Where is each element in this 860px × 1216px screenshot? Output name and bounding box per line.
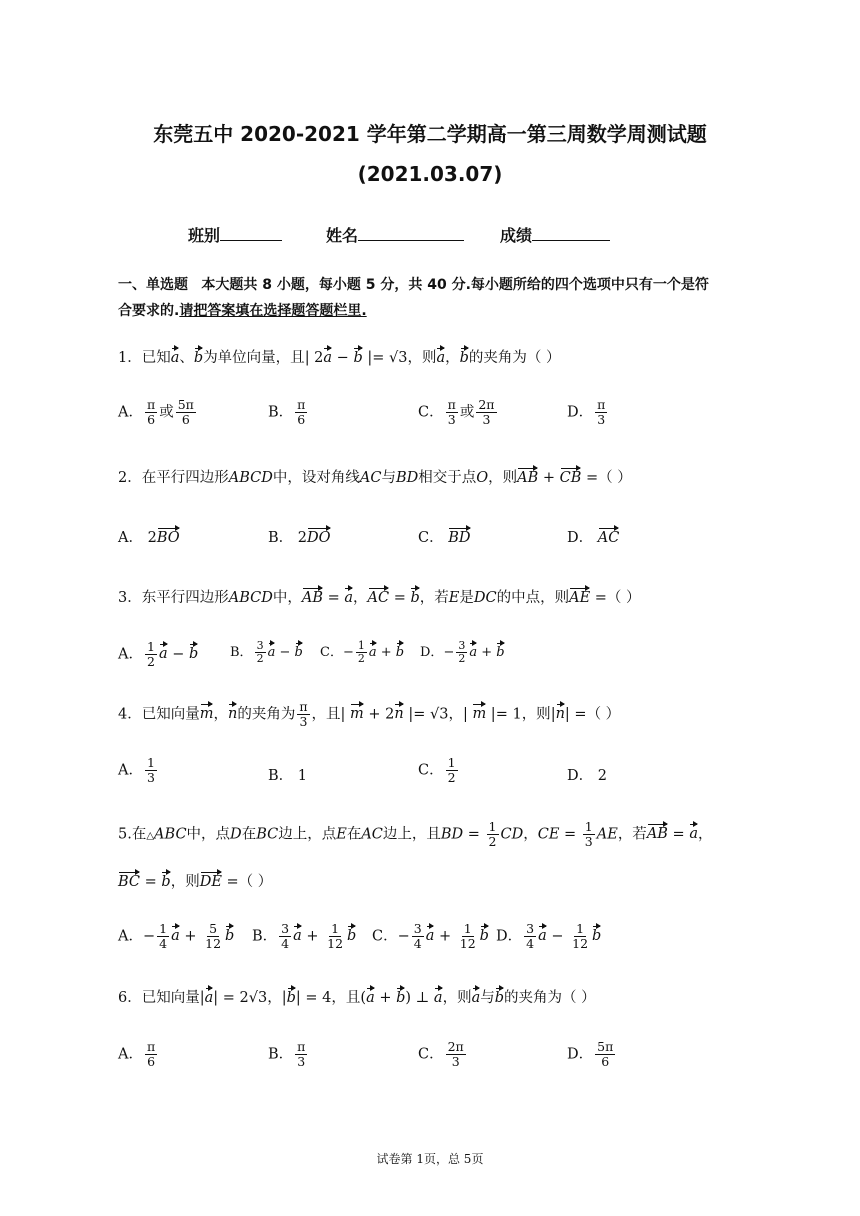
coef: 2 xyxy=(147,530,157,546)
question-1: 1．已知a、b为单位向量，且| 2a − b |= √3，则a，b的夹角为（ ） xyxy=(118,346,561,367)
q3-text3: ，若 xyxy=(419,590,449,606)
q4-option-b[interactable] xyxy=(268,764,307,785)
q6-number: 6． xyxy=(118,990,142,1006)
exam-date: (2021.03.07) xyxy=(357,162,503,186)
q5-option-d[interactable]: D． $\frac{3}{4}$ a − $\frac{1}{12}$ b xyxy=(496,921,602,951)
q2-bd: BD xyxy=(395,470,419,486)
q2-text2: 中，设对角线 xyxy=(272,470,360,486)
q5-option-a[interactable]: A．− $\frac{1}{4}$ a + $\frac{5}{12}$ b xyxy=(118,921,235,951)
q5-text3: 在 xyxy=(241,826,257,843)
q6-text4: 与 xyxy=(480,990,495,1006)
option-label: A． xyxy=(118,928,143,945)
q2-option-b[interactable] xyxy=(268,526,331,547)
q6-tail: 的夹角为（ ） xyxy=(504,990,596,1006)
q1-option-c[interactable]: C． $\frac{\pi}{3}$ 或 $\frac{2\pi}{3}$ xyxy=(418,397,495,427)
option-label: C． xyxy=(372,928,398,945)
q5-text4: 边上，点 xyxy=(278,826,337,843)
q3-dc: DC xyxy=(473,590,497,606)
q6-option-d[interactable]: D． $\frac{5\pi}{6}$ xyxy=(567,1039,614,1069)
option-label: D． xyxy=(420,645,444,661)
q1-text-d: ，则 xyxy=(407,350,437,366)
q3-text4: 是 xyxy=(459,590,474,606)
vector-bo: BO xyxy=(157,527,180,546)
vector-a: a xyxy=(323,347,332,366)
vector-a: a xyxy=(436,347,445,366)
vector-n: n xyxy=(228,703,237,722)
q3-number: 3． xyxy=(118,590,142,606)
q1-text-c: 为单位向量，且 xyxy=(203,350,305,366)
q5-text: 在 xyxy=(131,826,147,843)
q4-option-a[interactable]: A． $\frac{1}{3}$ xyxy=(118,755,155,785)
q2-option-d[interactable] xyxy=(567,526,619,547)
option-label: B． xyxy=(268,768,294,784)
q5-abc: ABC xyxy=(154,826,187,843)
q6-text3: ，则 xyxy=(442,990,472,1006)
option-label: A． xyxy=(118,646,143,663)
option-label: D． xyxy=(567,768,594,784)
q3-option-a[interactable]: A． $\frac{1}{2}$ a − b xyxy=(118,639,199,669)
q6-text2: ，且 xyxy=(331,990,361,1006)
name-label: 姓名 xyxy=(326,226,359,245)
question-6: 6．已知向量|a| = 2√3，|b| = 4，且(a + b) ⊥ a，则a与b的夹角为（ ） xyxy=(118,986,596,1007)
q5-tail: =（ ） xyxy=(226,874,273,890)
option-label: C． xyxy=(418,762,444,779)
q5-option-b[interactable]: B． $\frac{3}{4}$ a + $\frac{1}{12}$ b xyxy=(252,921,357,951)
q2-text4: 相交于点 xyxy=(418,470,477,486)
q2-ac: AC xyxy=(359,470,382,486)
q4-option-d[interactable] xyxy=(567,764,607,785)
q6-option-a[interactable]: A． $\frac{\pi}{6}$ xyxy=(118,1039,156,1069)
q6-option-b[interactable]: B． $\frac{\pi}{3}$ xyxy=(268,1039,306,1069)
q2-text5: ，则 xyxy=(488,470,518,486)
q2-tail: =（ ） xyxy=(585,470,632,486)
option-label: C． xyxy=(418,404,444,421)
q5-text7: ，若 xyxy=(617,826,647,843)
option-label: B． xyxy=(268,404,294,421)
q2-option-c[interactable] xyxy=(418,526,471,547)
page-title: 东莞五中 2020-2021 学年第二学期高一第三周数学周测试题 xyxy=(153,122,707,146)
option-label: D． xyxy=(496,928,523,945)
vector-ab: AB xyxy=(517,467,538,486)
q2-number: 2． xyxy=(118,470,142,486)
q3-option-b[interactable]: B． $\frac{3}{2}$ a − b xyxy=(230,639,303,666)
class-blank xyxy=(220,240,282,241)
q2-text: 在平行四边形 xyxy=(141,470,229,486)
vector-b: b xyxy=(460,347,469,366)
section-desc-1: 本大题共 8 小题，每小题 5 分，共 40 分.每小题所给的四个选项中只有一个是符 xyxy=(201,277,709,293)
q5-bc: BC xyxy=(256,826,279,843)
page-footer: 试卷第 1页，总 5页 xyxy=(376,1152,484,1166)
q1-text-f: 的夹角为（ ） xyxy=(468,350,561,366)
option-label: A． xyxy=(118,1046,143,1063)
q4-text3: 的夹角为 xyxy=(237,706,296,723)
option-label: D． xyxy=(567,404,594,421)
q4-text5: ， xyxy=(448,706,463,723)
q2-text3: 与 xyxy=(381,470,396,486)
q5-text5: 在 xyxy=(346,826,362,843)
question-4: 4．已知向量m，n的夹角为 $\frac{\pi}{3}$ ，且| m + 2n |= √3，| m |= 1，则|n| =（ ） xyxy=(118,699,621,729)
option-label: B． xyxy=(252,928,278,945)
q5-option-c[interactable]: C．− $\frac{3}{4}$ a + $\frac{1}{12}$ b xyxy=(372,921,489,951)
q5-text2: 中，点 xyxy=(186,826,231,843)
or-word: 或 xyxy=(459,404,475,421)
vector-ac: AC xyxy=(368,587,390,606)
vector-ab: AB xyxy=(302,587,323,606)
coef: 2 xyxy=(297,530,307,546)
q4-text6: ，则 xyxy=(521,706,551,723)
score-field xyxy=(500,223,610,246)
vector-ae: AE xyxy=(569,587,590,606)
name-field xyxy=(326,223,464,246)
q3-text5: 的中点，则 xyxy=(496,590,570,606)
option-label: D． xyxy=(567,530,594,546)
q1-text-e: ， xyxy=(445,350,460,366)
q4-text4: ，且 xyxy=(311,706,341,723)
class-label: 班别 xyxy=(188,226,221,245)
vector-b: b xyxy=(353,347,362,366)
class-field xyxy=(188,223,282,246)
option-label: B． xyxy=(268,1046,294,1063)
option-label: C． xyxy=(418,530,444,546)
question-2: 2．在平行四边形ABCD中，设对角线AC与BD相交于点O，则AB + CB =（ ） xyxy=(118,466,632,487)
q4-text2: ， xyxy=(213,706,228,723)
q4-option-c[interactable]: C． $\frac{1}{2}$ xyxy=(418,755,456,785)
vector-ac: AC xyxy=(598,527,620,546)
option-value: 2 xyxy=(597,768,607,784)
option-label: C． xyxy=(418,1046,444,1063)
q5-e: E xyxy=(336,826,347,843)
section-desc-line2 xyxy=(118,300,367,320)
vector-a: a xyxy=(344,587,353,606)
vector-bd: BD xyxy=(448,527,470,546)
option-label: D． xyxy=(567,1046,594,1063)
q2-abcd: ABCD xyxy=(228,470,273,486)
q1-text: 已知 xyxy=(141,350,171,366)
vector-b: b xyxy=(194,347,203,366)
option-label: A． xyxy=(118,530,143,546)
q3-e: E xyxy=(448,590,460,606)
q3-tail: =（ ） xyxy=(594,590,641,606)
option-label: A． xyxy=(118,404,143,421)
q6-option-c[interactable]: C． $\frac{2\pi}{3}$ xyxy=(418,1039,464,1069)
name-blank xyxy=(358,240,464,241)
q5-d: D xyxy=(230,826,242,843)
q5-text6: 边上，且 xyxy=(382,826,441,843)
q1-option-d[interactable]: D． $\frac{\pi}{3}$ xyxy=(567,397,606,427)
q4-text: 已知向量 xyxy=(141,706,200,723)
score-label: 成绩 xyxy=(500,226,533,245)
q1-option-b[interactable]: B． $\frac{\pi}{6}$ xyxy=(268,397,306,427)
option-value: 1 xyxy=(297,768,307,784)
option-label: A． xyxy=(118,762,143,779)
q3-abcd: ABCD xyxy=(228,590,273,606)
section-heading xyxy=(118,274,709,294)
q3-option-d[interactable]: D．− $\frac{3}{2}$ a + b xyxy=(420,639,505,666)
section-title: 一、单选题 xyxy=(118,277,188,293)
option-label: C． xyxy=(320,645,343,661)
q4-number: 4． xyxy=(118,706,142,723)
option-label: B． xyxy=(268,530,294,546)
question-3: 3．东平行四边形ABCD中，AB = a，AC = b，若E是DC的中点，则AE =（ ） xyxy=(118,586,641,607)
q5-ac: AC xyxy=(361,826,383,843)
q2-o: O xyxy=(476,470,489,486)
q6-text: 已知向量 xyxy=(141,990,200,1006)
q1-sep: 、 xyxy=(179,350,194,366)
q5-number: 5. xyxy=(118,826,132,843)
q1-number: 1． xyxy=(118,350,142,366)
q1-option-a[interactable]: A． $\frac{\pi}{6}$ 或 $\frac{5\pi}{6}$ xyxy=(118,397,194,427)
vector-m: m xyxy=(200,703,214,722)
q2-option-a[interactable] xyxy=(118,526,180,547)
vector-a: a xyxy=(171,347,180,366)
q3-text: 东平行四边形 xyxy=(141,590,229,606)
q3-option-c[interactable]: C．− $\frac{1}{2}$ a + b xyxy=(320,639,405,666)
vector-cb: CB xyxy=(560,467,582,486)
q5-line2-text: ，则 xyxy=(170,874,200,890)
section-desc-2: 合要求的. xyxy=(118,303,180,319)
q4-tail: =（ ） xyxy=(574,706,621,723)
or-word: 或 xyxy=(159,404,174,421)
vector-b: b xyxy=(410,587,419,606)
score-blank xyxy=(532,240,610,241)
q3-text2: 中， xyxy=(272,590,302,606)
vector-do: DO xyxy=(307,527,331,546)
section-desc-3: 请把答案填在选择题答题栏里. xyxy=(179,303,367,319)
question-5: 5.在△ABC中，点D在BC边上，点E在AC边上，且BD = $\frac{1}{2}$ CD，CE = $\frac{1}{3}$ AE，若AB = a， xyxy=(118,819,713,849)
option-label: B． xyxy=(230,645,253,661)
question-5-line2: BC = b，则DE =（ ） xyxy=(118,870,272,891)
